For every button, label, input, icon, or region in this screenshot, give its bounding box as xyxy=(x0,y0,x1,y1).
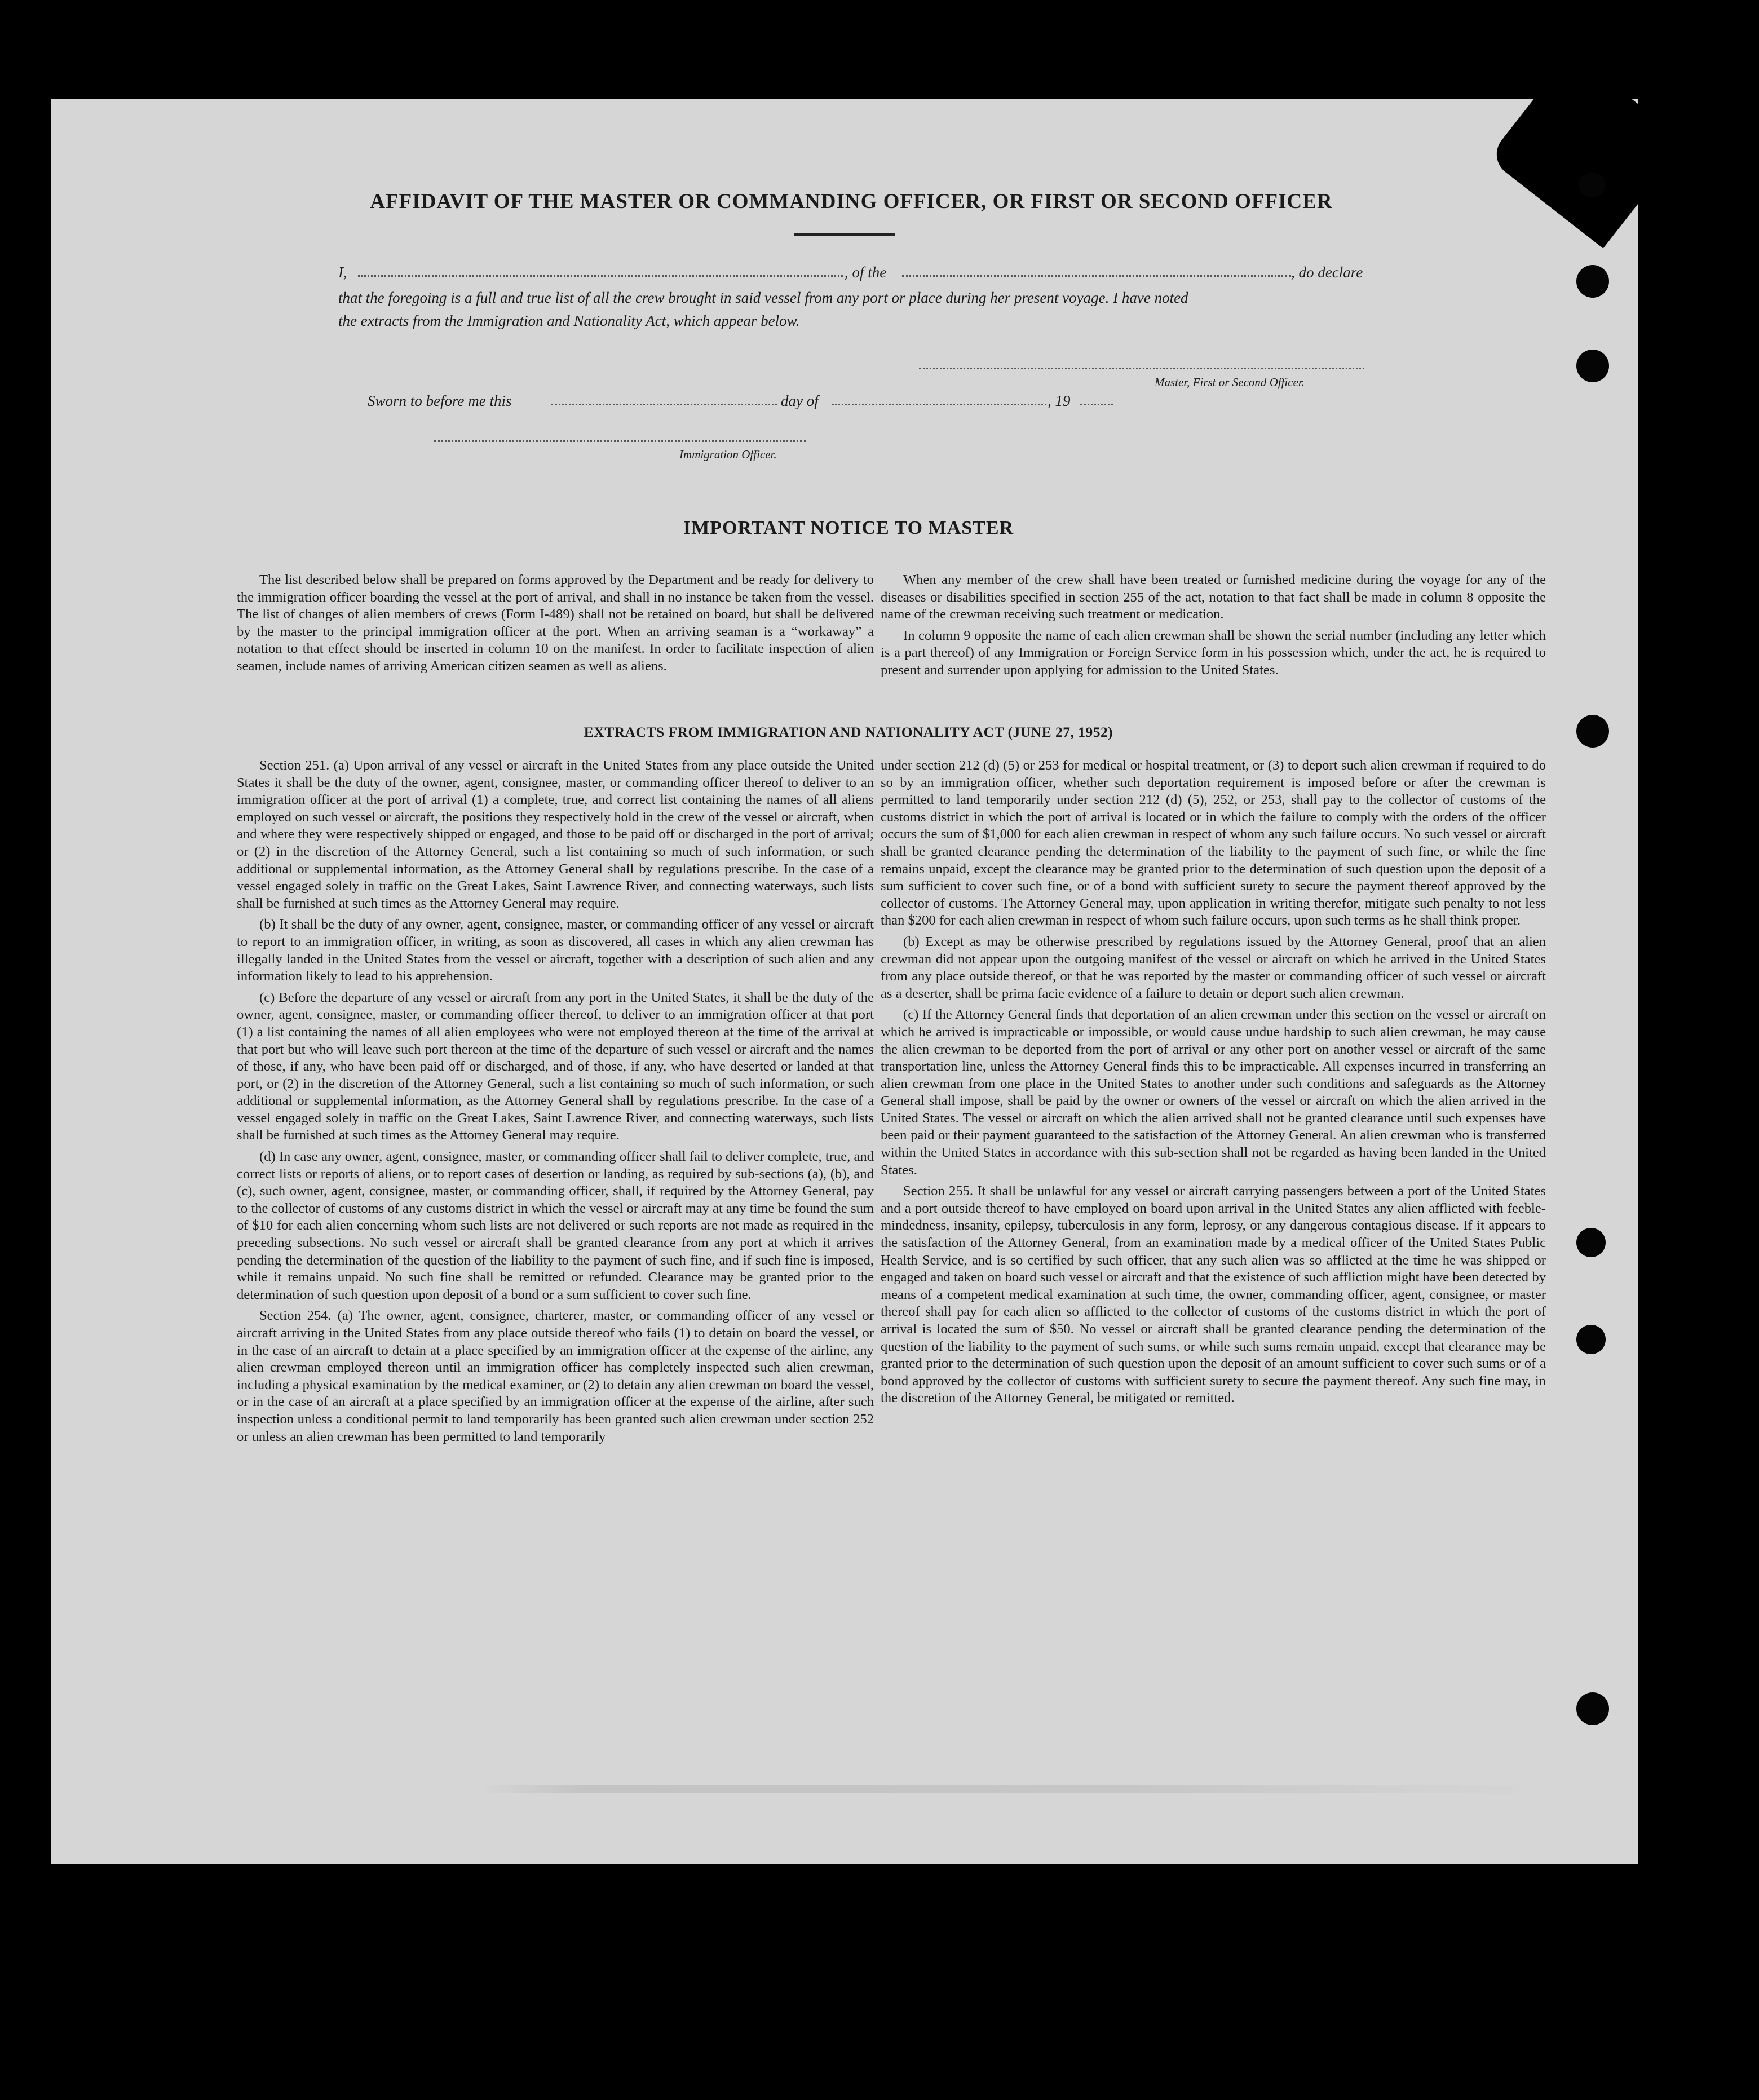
year-label: , 19 xyxy=(1048,392,1071,409)
declarant-name-field[interactable] xyxy=(358,275,843,277)
section-254-b: (b) Except as may be otherwise prescribed by regulations issued by the Attorney General, proof that an alien crewman did not appear upon the outgoing manifest of the vessel or aircraft on which he arrived in the United States from any place outside thereof, or that he was reported by the master or commanding officer of such vessel or aircraft as a deserter, shall be prima facie evidence of a failure to detain or deport such alien crewman. xyxy=(881,934,1546,1001)
title-divider xyxy=(794,233,895,236)
sworn-label: Sworn to before me this xyxy=(368,392,512,409)
section-251-b: (b) It shall be the duty of any owner, agent, consignee, master, or commanding officer of any vessel or aircraft to report to an immigration officer, in writing, as soon as discovered, all cases in which any alien crewman has illegally landed in the United States from the vessel or aircraft, together with a description of such alien and any information likely to lead to his apprehension. xyxy=(237,917,874,984)
notice-title: IMPORTANT NOTICE TO MASTER xyxy=(683,518,1014,538)
section-254-a-continued: under section 212 (d) (5) or 253 for medical or hospital treatment, or (3) to deport such alien crewman if required to do so by an immigration officer, whether such deportation requirement is imposed before or after the crewman is permitted to land temporarily under section 212 (d) (5), 252, or 253, shall pay to the collector of customs of the customs district in which the port of arrival is located or in which the failure to comply with the orders of the officer occurs the sum of $1,000 for each alien crewman in respect of whom any such failure occurs. No such vessel or aircraft shall be granted clearance pending the determination of the liability to the payment of such fine, or while the fine remains unpaid, except the clearance may be granted prior to the determination of such question upon the deposit of a sum sufficient to cover such fine, or of a bond with sufficient surety to secure the payment thereof approved by the collector of customs. The Attorney General may, upon application in writing therefor, mitigate such penalty to not less than $200 for each alien crewman in respect of whom such failure occurs, upon such terms as he shall think proper. xyxy=(881,758,1546,929)
punch-hole xyxy=(1579,173,1606,197)
punch-hole xyxy=(1576,265,1609,298)
section-255: Section 255. It shall be unlawful for any vessel or aircraft carrying passengers between a port of the United States and a port outside thereof to have employed on board upon arrival in the United States any alien afflicted with feeble-mindedness, insanity, epilepsy, tuberculosis in any form, leprosy, or any dangerous contagious disease. If it appears to the satisfaction of the Attorney General, from an examination made by a medical officer of the United States Public Health Service, and is so certified by such officer, that any such alien was so afflicted at the time he was shipped or engaged and taken on board such vessel or aircraft and that the existence of such affliction might have been detected by means of a competent medical examination at such time, the owner, commanding officer, agent, consignee, or master thereof shall pay for each alien so afflicted to the collector of customs of the customs district in which the port of arrival is located the sum of $50. No vessel or aircraft shall be granted clearance pending the determination of the question of the liability to the payment of such sums, or while such sums remain unpaid, except that clearance may be granted prior to the determination of such question upon the deposit of an amount sufficient to cover such sums or of a bond approved by the collector of customs with sufficient surety to secure the payment thereof. Any such fine may, in the discretion of the Attorney General, be mitigated or remitted. xyxy=(881,1183,1546,1406)
notice-left-paragraph: The list described below shall be prepared on forms approved by the Department and be ready for delivery to the immigration officer boarding the vessel at the port of arrival, and shall in no instance be taken from the vessel. The list of changes of alien members of crews (Form I-489) shall not be retained on board, but shall be delivered by the master to the principal immigration officer at the port. When an arriving seaman is a “workaway” a notation to that effect should be inserted in column 10 on the manifest. In order to facilitate inspection of alien seamen, include names of arriving American citizen seamen as well as aliens. xyxy=(237,572,874,674)
notice-right-paragraph-1: When any member of the crew shall have been treated or furnished medicine during the voyage for any of the diseases or disabilities specified in section 255 of the act, notation to that fact shall be made in column 8 opposite the name of the crewman receiving such treatment or medication. xyxy=(881,572,1546,622)
master-signature-label: Master, First or Second Officer. xyxy=(1155,375,1305,389)
punch-hole xyxy=(1576,350,1609,382)
section-251-d: (d) In case any owner, agent, consignee, master, or commanding officer shall fail to deliver complete, true, and correct lists or reports of aliens, or to report cases of desertion or landing, as required by sub-sections (a), (b), and (c), such owner, agent, consignee, master, or commanding officer, shall, if required by the Attorney General, pay to the collector of customs of any customs district in which the vessel or aircraft may at any time be found the sum of $10 for each alien concerning whom such lists are not delivered or such reports are not made as required in the preceding subsections. No such vessel or aircraft shall be granted clearance from any port at which it arrives pending the determination of the question of the liability to the payment of such fine, and if such fine is imposed, while it remains unpaid. No such fine shall be remitted or refunded. Clearance may be granted prior to the determination of such question upon deposit of a bond or a sum sufficient to cover such fine. xyxy=(237,1149,874,1302)
extracts-right-column xyxy=(881,757,1546,1411)
torn-corner xyxy=(1488,99,1638,249)
day-of-label: day of xyxy=(781,392,819,409)
sworn-date-field[interactable] xyxy=(551,404,777,405)
extracts-left-column xyxy=(237,757,874,1449)
immigration-officer-signature-field[interactable] xyxy=(434,440,806,442)
punch-hole xyxy=(1576,1228,1606,1257)
section-251-a: Section 251. (a) Upon arrival of any vessel or aircraft in the United States from any place outside the United States it shall be the duty of the owner, agent, consignee, master, or commanding officer thereof to deliver to an immigration officer at the port of arrival (1) a complete, true, and correct list containing the names of all aliens employed on such vessel or aircraft, the positions they respectively hold in the crew of the vessel or aircraft, when and where they were respectively shipped or engaged, and those to be paid off or discharged in the port of arrival; or (2) in the discretion of the Attorney General, such a list containing so much of such information, or such additional or supplemental information, as the Attorney General shall by regulations prescribe. In the case of a vessel engaged solely in traffic on the Great Lakes, Saint Lawrence River, and connecting waterways, such lists shall be furnished at such times as the Attorney General may require. xyxy=(237,758,874,911)
notice-right-column xyxy=(881,572,1546,683)
declare-label: , do declare xyxy=(1291,264,1363,281)
master-signature-field[interactable] xyxy=(919,368,1364,369)
affidavit-title: AFFIDAVIT OF THE MASTER OR COMMANDING OFFICER, OR FIRST OR SECOND OFFICER xyxy=(370,190,1333,213)
form-page xyxy=(51,99,1638,1864)
bleed-through-artifact xyxy=(479,1785,1550,1793)
extracts-title: EXTRACTS FROM IMMIGRATION AND NATIONALITY ACT (JUNE 27, 1952) xyxy=(584,724,1113,740)
notice-right-paragraph-2: In column 9 opposite the name of each alien crewman shall be shown the serial number (including any letter which is a part thereof) of any Immigration or Foreign Service form in his possession which, under the act, he is required to present and surrender upon applying for admission to the United States. xyxy=(881,627,1546,678)
notice-left-column xyxy=(237,572,874,679)
declarant-label: I, xyxy=(338,264,347,281)
declaration-line-2: the extracts from the Immigration and Nationality Act, which appear below. xyxy=(338,312,800,329)
sworn-year-field[interactable] xyxy=(1080,404,1113,405)
punch-hole xyxy=(1576,715,1609,748)
declaration-line-1: that the foregoing is a full and true list of all the crew brought in said vessel from any port or place during her present voyage. I have noted xyxy=(338,289,1188,306)
immigration-officer-label: Immigration Officer. xyxy=(679,448,777,461)
section-254-c: (c) If the Attorney General finds that deportation of an alien crewman under this section on the vessel or aircraft on which he arrived is impracticable or impossible, or would cause undue hardship to such alien crewman, he may cause the alien crewman to be deported from the port of arrival or any other port on another vessel or aircraft of the same transportation line, unless the Attorney General finds this to be impracticable. All expenses incurred in transferring an alien crewman from one place in the United States to another under such conditions and safeguards as the Attorney General shall impose, shall be paid by the owner or owners of the vessel or aircraft on which the alien arrived in the United States. The vessel or aircraft on which the alien arrived shall not be granted clearance until such expenses have been paid or their payment guaranteed to the satisfaction of the Attorney General. An alien crewman who is transferred within the United States in accordance with this sub-section shall not be regarded as having been landed in the United States. xyxy=(881,1007,1546,1178)
punch-hole xyxy=(1576,1692,1609,1725)
section-254-a: Section 254. (a) The owner, agent, consignee, charterer, master, or commanding officer of any vessel or aircraft arriving in the United States from any place outside thereof who fails (1) to detain on board the vessel, or in the case of an aircraft to detain at a place specified by an immigration officer at the expense of the airline, any alien crewman employed thereon until an immigration officer has completely inspected such alien crewman, including a physical examination by the medical examiner, or (2) to detain any alien crewman on board the vessel, or in the case of an aircraft at a place specified by an immigration officer at the expense of the airline, after such inspection unless a conditional permit to land temporarily has been granted such alien crewman under section 252 or unless an alien crewman has been permitted to land temporarily xyxy=(237,1308,874,1444)
sworn-month-field[interactable] xyxy=(832,404,1046,405)
section-251-c: (c) Before the departure of any vessel or aircraft from any port in the United States, it shall be the duty of the owner, agent, consignee, master, or commanding officer thereof, to deliver to an immigration officer at that port (1) a list containing the names of all alien employees who were not employed thereon at the time of the arrival at that port but who will leave such port thereon at the time of the departure of such vessel or aircraft and the names of those, if any, who have been paid off or discharged, and of those, if any, who have deserted or landed at that port, or (2) in the discretion of the Attorney General, such a list containing so much of such information, or such additional or supplemental information, as the Attorney General shall by regulations prescribe. In the case of a vessel engaged solely in traffic on the Great Lakes, Saint Lawrence River, and connecting waterways, such lists shall be furnished at such times as the Attorney General may require. xyxy=(237,989,874,1143)
vessel-name-field[interactable] xyxy=(902,275,1291,277)
vessel-label: , of the xyxy=(845,264,887,281)
punch-hole xyxy=(1576,1325,1606,1354)
